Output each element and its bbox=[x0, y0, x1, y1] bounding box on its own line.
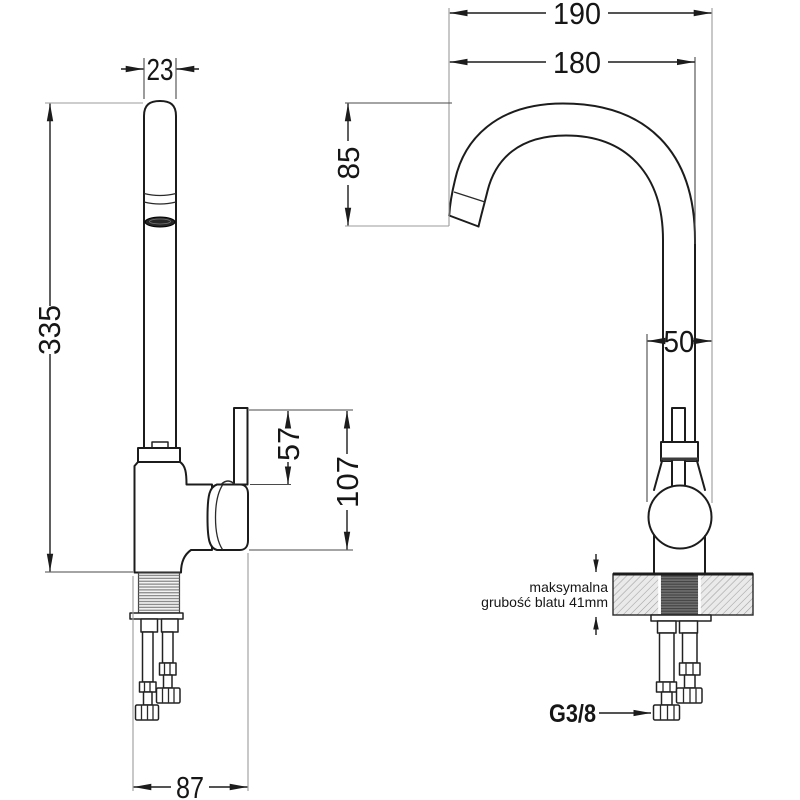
supply-hose-short-front bbox=[677, 633, 703, 703]
dim-label-spout-outlet-drop: 85 bbox=[331, 145, 366, 180]
dim-label-total-height: 335 bbox=[32, 303, 67, 355]
handle-side bbox=[208, 481, 249, 550]
dim-label-body-diameter: 50 bbox=[663, 324, 695, 359]
mounting-flange-front bbox=[651, 615, 711, 621]
handle-front bbox=[649, 486, 712, 549]
dim-lever-height bbox=[271, 411, 306, 484]
spout-aerator-line bbox=[454, 192, 485, 202]
gooseneck-spout bbox=[449, 104, 695, 443]
supply-hose-long-side bbox=[136, 632, 159, 720]
dim-body-diameter bbox=[648, 324, 712, 359]
dim-spout-tube-diameter bbox=[121, 52, 199, 87]
dim-total-height bbox=[32, 104, 67, 572]
dim-handle-section-height bbox=[330, 411, 365, 549]
handle-lever-front bbox=[672, 408, 685, 442]
countertop-note-line1: maksymalna bbox=[529, 579, 608, 595]
dim-label-lever-height: 57 bbox=[271, 426, 306, 461]
dim-base-depth bbox=[134, 770, 248, 800]
mixer-body-side bbox=[135, 462, 213, 573]
mounting-flange-side bbox=[130, 613, 183, 619]
side-view bbox=[130, 101, 248, 720]
dim-label-overall-reach: 190 bbox=[553, 0, 601, 31]
supply-hose-short-side bbox=[157, 632, 181, 703]
spout-outlet-face bbox=[449, 216, 478, 227]
dim-label-spout-tube-diameter: 23 bbox=[146, 52, 174, 87]
supply-hose-long-front bbox=[654, 633, 680, 720]
front-view bbox=[449, 104, 753, 721]
handle-lever-side bbox=[234, 408, 248, 485]
spout-tube bbox=[144, 101, 176, 450]
dim-label-spout-reach: 180 bbox=[553, 45, 601, 80]
dim-overall-reach bbox=[450, 0, 712, 31]
mounting-thread-side bbox=[139, 573, 180, 613]
countertop-note bbox=[481, 579, 608, 610]
thread-size-label: G3/8 bbox=[549, 700, 597, 728]
dim-label-handle-section-height: 107 bbox=[330, 456, 365, 508]
thread-size-callout bbox=[549, 700, 651, 728]
dim-spout-reach bbox=[450, 45, 695, 80]
dim-label-base-depth: 87 bbox=[176, 770, 204, 800]
dim-spout-outlet-drop bbox=[331, 104, 366, 226]
countertop-note-line2: grubość blatu 41mm bbox=[481, 594, 608, 610]
